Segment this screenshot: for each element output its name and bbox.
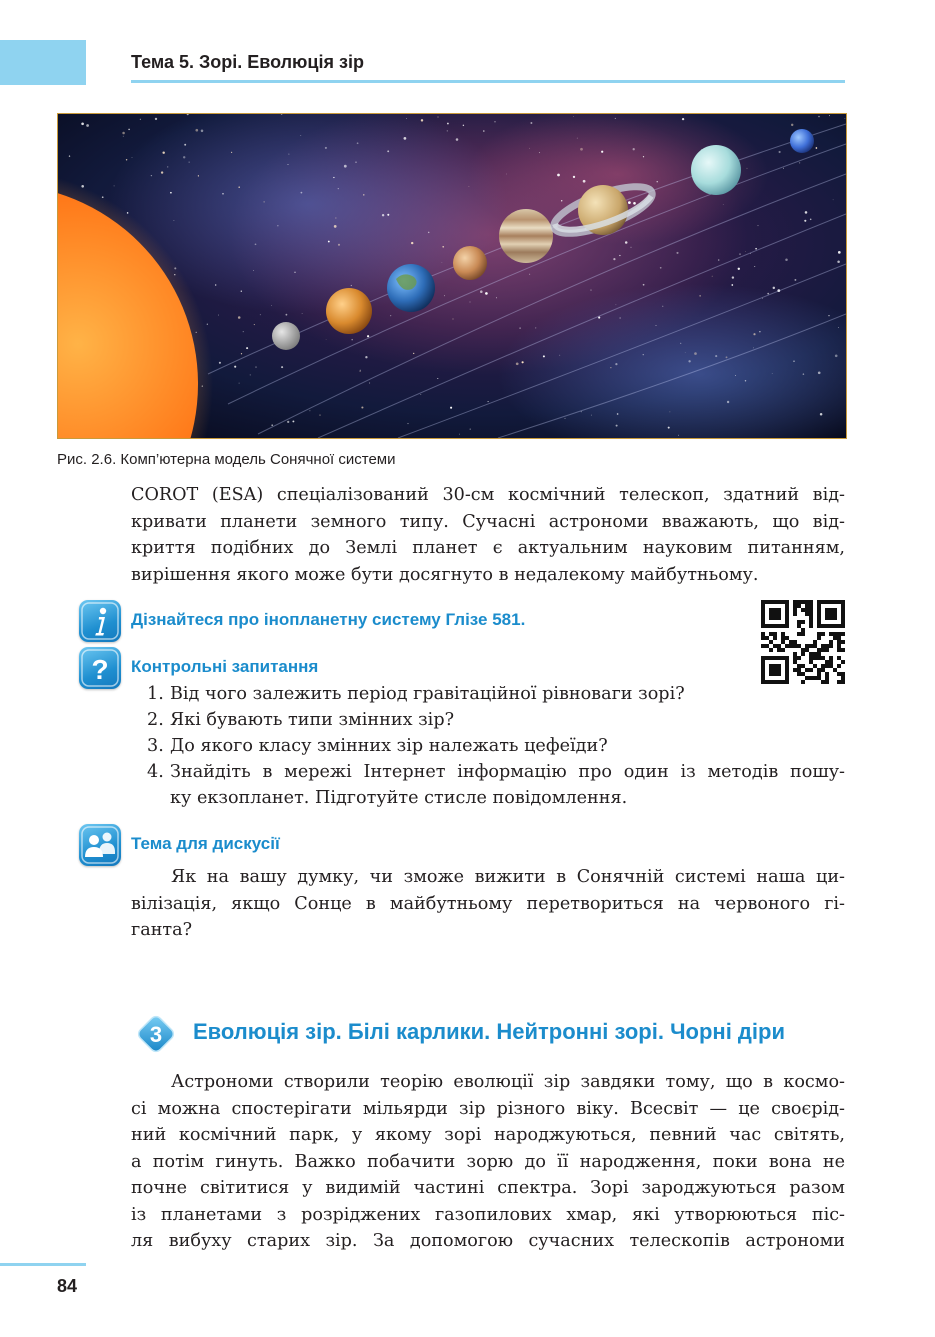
star xyxy=(254,324,255,325)
discussion-heading: Тема для дискусії xyxy=(131,834,280,853)
paragraph-line: а потім гинуть. Важко побачити зорю до її народження, поки вона не xyxy=(131,1151,845,1172)
star xyxy=(123,136,124,137)
qr-code[interactable] xyxy=(761,600,845,684)
star xyxy=(390,315,391,316)
header-accent-block xyxy=(0,40,86,85)
mars xyxy=(453,246,487,280)
header-rule xyxy=(131,80,845,83)
star xyxy=(625,241,628,244)
star xyxy=(735,375,736,376)
star xyxy=(411,242,413,244)
star xyxy=(437,378,438,379)
star xyxy=(791,124,793,126)
star xyxy=(785,259,788,262)
star xyxy=(369,383,370,384)
questions-list xyxy=(147,681,845,811)
star xyxy=(463,125,464,126)
star xyxy=(818,116,820,118)
star xyxy=(731,284,733,286)
star xyxy=(413,353,414,354)
star xyxy=(250,374,251,375)
star xyxy=(718,259,720,261)
page-header-title: Тема 5. Зорі. Еволюція зір xyxy=(131,52,364,72)
star xyxy=(557,174,560,177)
star xyxy=(591,415,592,416)
star xyxy=(828,315,829,316)
star xyxy=(678,435,679,436)
star xyxy=(428,232,430,234)
star xyxy=(287,421,289,423)
star xyxy=(779,151,781,153)
star xyxy=(126,159,127,160)
star xyxy=(86,124,89,127)
star xyxy=(387,150,389,152)
star xyxy=(494,121,495,122)
star xyxy=(682,118,684,120)
star xyxy=(643,354,644,355)
star xyxy=(367,335,369,337)
star xyxy=(483,130,485,132)
question-icon xyxy=(79,647,121,689)
star xyxy=(712,276,713,277)
star xyxy=(264,201,265,202)
star xyxy=(271,305,272,306)
paragraph-line: почне світитися у видимій частині спектра. Зорі зароджуються разом xyxy=(131,1178,845,1198)
info-link-text[interactable]: Дізнайтеся про інопланетну систему Глізе 581. xyxy=(131,610,526,629)
star xyxy=(539,152,540,153)
star xyxy=(253,270,254,271)
star xyxy=(442,246,444,248)
star xyxy=(404,137,407,140)
star xyxy=(151,175,152,176)
star xyxy=(292,420,294,422)
star xyxy=(122,132,125,135)
list-item-line: Знайдіть в мережі Інтернет інформацію про один із методів пошу- xyxy=(170,762,845,782)
star xyxy=(656,325,657,326)
star xyxy=(450,407,452,409)
star xyxy=(753,333,755,335)
star xyxy=(288,164,289,165)
star xyxy=(643,284,645,286)
star xyxy=(577,138,578,139)
star xyxy=(754,266,755,267)
star xyxy=(799,162,800,163)
star xyxy=(668,427,670,429)
star xyxy=(573,116,574,117)
star xyxy=(241,353,242,354)
star xyxy=(496,297,497,298)
page-number: 84 xyxy=(57,1276,78,1296)
star xyxy=(738,268,740,270)
star xyxy=(773,287,775,289)
paragraph-line: із планетами з розріджених газопилових хмар, які утворюються піс- xyxy=(131,1204,845,1225)
star xyxy=(660,267,662,269)
jupiter xyxy=(499,209,553,263)
star xyxy=(835,354,838,357)
star xyxy=(727,401,729,403)
star xyxy=(361,406,363,408)
star xyxy=(338,188,339,189)
star xyxy=(444,295,445,296)
star xyxy=(335,218,336,219)
star xyxy=(715,355,717,357)
star xyxy=(338,244,340,246)
star xyxy=(837,261,840,264)
star xyxy=(793,361,794,362)
star xyxy=(732,276,734,278)
star xyxy=(745,251,746,252)
star xyxy=(468,186,469,187)
star xyxy=(670,412,671,413)
star xyxy=(447,123,449,125)
star xyxy=(535,327,536,328)
star xyxy=(255,367,256,368)
star xyxy=(114,185,115,186)
star xyxy=(739,253,740,254)
star xyxy=(442,262,443,263)
info-icon xyxy=(79,600,121,642)
star xyxy=(772,373,773,374)
star xyxy=(630,247,631,248)
section-number: 3 xyxy=(149,1022,163,1047)
star xyxy=(453,319,454,320)
star xyxy=(344,165,347,168)
star xyxy=(833,199,834,200)
star xyxy=(783,168,784,169)
star xyxy=(838,251,841,254)
star xyxy=(360,371,361,372)
list-item-text: Від чого залежить період гравітаційної рівноваги зорі? xyxy=(170,684,685,704)
star xyxy=(406,118,407,119)
star xyxy=(128,129,130,131)
star xyxy=(69,155,70,156)
venus xyxy=(326,288,372,334)
star xyxy=(333,177,334,178)
star xyxy=(351,285,352,286)
star xyxy=(601,151,603,153)
star xyxy=(184,144,186,146)
star xyxy=(818,371,821,374)
star xyxy=(219,362,221,364)
star xyxy=(480,290,483,293)
star xyxy=(615,363,617,365)
discussion-icon xyxy=(79,824,121,866)
star xyxy=(351,339,353,341)
star xyxy=(757,225,758,226)
star xyxy=(215,284,216,285)
star xyxy=(810,219,812,221)
star xyxy=(195,129,198,132)
star xyxy=(616,425,618,427)
star xyxy=(328,241,330,243)
section-paragraph xyxy=(131,1069,845,1255)
star xyxy=(189,162,190,163)
list-item xyxy=(147,707,845,733)
star xyxy=(155,118,157,120)
solar-system-figure xyxy=(57,113,847,439)
svg-text:?: ? xyxy=(91,654,109,685)
star xyxy=(699,295,700,296)
star xyxy=(243,331,244,332)
paragraph-line: Як на вашу думку, чи зможе вижити в Сонячній системі наша ци- xyxy=(171,867,845,887)
star xyxy=(767,293,769,295)
star xyxy=(326,339,327,340)
star xyxy=(522,361,524,363)
star xyxy=(838,327,839,328)
list-item-text: До якого класу змінних зір належать цефеїди? xyxy=(170,736,608,756)
list-item-number: 1. xyxy=(147,684,164,704)
star xyxy=(559,355,560,356)
star xyxy=(628,201,631,204)
uranus xyxy=(691,145,741,195)
star xyxy=(277,225,278,226)
list-item-text: Які бувають типи змінних зір? xyxy=(170,710,455,730)
star xyxy=(747,168,748,169)
star xyxy=(485,292,488,295)
star xyxy=(132,157,133,158)
star xyxy=(829,115,830,116)
star xyxy=(610,367,611,368)
star xyxy=(239,383,240,384)
star xyxy=(845,118,846,119)
star xyxy=(753,348,754,349)
star xyxy=(302,313,303,314)
star xyxy=(723,204,724,205)
discussion-paragraph xyxy=(131,864,845,944)
star xyxy=(459,434,460,435)
star xyxy=(745,380,746,381)
paragraph-line: ганта? xyxy=(131,920,193,940)
star xyxy=(529,274,530,275)
star xyxy=(488,401,489,402)
star xyxy=(407,423,408,424)
star xyxy=(530,122,532,124)
star xyxy=(633,148,635,150)
star xyxy=(365,356,367,358)
star xyxy=(759,331,760,332)
star xyxy=(506,174,507,175)
star xyxy=(162,151,164,153)
star xyxy=(456,138,459,141)
star xyxy=(657,181,658,182)
star xyxy=(590,290,591,291)
star xyxy=(281,366,283,368)
star xyxy=(583,180,586,183)
star xyxy=(619,255,620,256)
list-item xyxy=(147,759,845,811)
star xyxy=(382,214,384,216)
star xyxy=(360,370,361,371)
star xyxy=(170,192,172,194)
star xyxy=(685,352,686,353)
star xyxy=(633,202,636,205)
star xyxy=(803,373,805,375)
star xyxy=(173,220,174,221)
intro-paragraph xyxy=(131,482,845,588)
star xyxy=(286,314,288,316)
star xyxy=(357,142,359,144)
list-item xyxy=(147,733,845,759)
star xyxy=(470,428,471,429)
star xyxy=(561,200,562,201)
star xyxy=(238,316,241,319)
star xyxy=(355,162,356,163)
star xyxy=(617,413,619,415)
star xyxy=(516,362,519,365)
list-item-number: 4. xyxy=(147,762,164,782)
list-item-line: ку екзопланет. Підготуйте стисле повідомлення. xyxy=(170,788,628,808)
star xyxy=(816,147,818,149)
star xyxy=(241,291,242,292)
footer-rule xyxy=(0,1263,86,1266)
list-item-number: 2. xyxy=(147,710,164,730)
star xyxy=(565,418,566,419)
star xyxy=(662,306,663,307)
star xyxy=(161,171,163,173)
star xyxy=(726,356,728,358)
star xyxy=(140,119,141,120)
star xyxy=(222,193,224,195)
star xyxy=(81,122,84,125)
star xyxy=(616,304,617,305)
star xyxy=(447,130,448,131)
star xyxy=(805,211,808,214)
star xyxy=(294,272,295,273)
star xyxy=(820,413,823,416)
star xyxy=(688,360,690,362)
star xyxy=(613,258,615,260)
star xyxy=(183,156,185,158)
list-item-text xyxy=(170,759,845,811)
star xyxy=(271,424,273,426)
star xyxy=(676,252,678,254)
star xyxy=(246,347,248,349)
neptune xyxy=(790,129,814,153)
paragraph-line: ля вибуху старих зір. За допомогою сучасних телескопів астрономи xyxy=(131,1231,845,1251)
star xyxy=(620,317,621,318)
star xyxy=(387,214,389,216)
star xyxy=(755,248,757,250)
star xyxy=(529,148,530,149)
star xyxy=(421,119,423,121)
section-number-badge xyxy=(133,1011,179,1057)
star xyxy=(301,192,303,194)
star xyxy=(300,135,301,136)
paragraph-line: вирішення якого може бути досягнуто в недалекому майбутньому. xyxy=(131,564,759,585)
paragraph-line: криття подібних до Землі планет є актуальним науковим питанням, xyxy=(131,538,845,558)
star xyxy=(694,352,697,355)
star xyxy=(581,411,582,412)
paragraph-line: кривати планети земного типу. Сучасні астрономи вважають, що від- xyxy=(131,511,845,532)
star xyxy=(420,394,421,395)
star xyxy=(255,243,257,245)
star xyxy=(201,130,204,133)
paragraph-line: COROT (ESA) спеціалізований 30-см космічний телескоп, здатний від- xyxy=(131,485,845,505)
star xyxy=(363,194,364,195)
paragraph-line: ний космічний парк, у якому зорі народжуються, певний час світять, xyxy=(131,1125,845,1145)
paragraph-line: сі можна спостерігати мільярди зір різного віку. Всесвіт — це своєрід- xyxy=(131,1098,845,1119)
star xyxy=(334,225,337,228)
star xyxy=(309,410,310,411)
list-item-number: 3. xyxy=(147,736,164,756)
star xyxy=(580,148,583,151)
solar-system-illustration xyxy=(58,114,846,438)
figure-caption: Рис. 2.6. Комп’ютерна модель Сонячної системи xyxy=(57,451,396,468)
star xyxy=(470,302,471,303)
star xyxy=(543,355,545,357)
questions-heading: Контрольні запитання xyxy=(131,657,319,676)
star xyxy=(615,118,616,119)
star xyxy=(325,147,327,149)
star xyxy=(573,176,575,178)
section-title: Еволюція зір. Білі карлики. Нейтронні зорі. Чорні діри xyxy=(193,1019,785,1044)
star xyxy=(288,154,289,155)
star xyxy=(794,279,796,281)
paragraph-line: вілізація, якщо Сонце в майбутньому перетвориться на червоного гі- xyxy=(131,893,845,914)
mercury xyxy=(272,322,300,350)
star xyxy=(260,314,261,315)
star xyxy=(238,186,240,188)
star xyxy=(319,414,320,415)
star xyxy=(207,324,208,325)
star xyxy=(231,152,232,153)
paragraph-line: Астрономи створили теорію еволюції зір завдяки тому, що в космо- xyxy=(171,1072,845,1092)
star xyxy=(519,327,521,329)
star xyxy=(167,166,168,167)
list-item xyxy=(147,681,845,707)
star xyxy=(234,366,236,368)
star xyxy=(438,117,439,118)
star xyxy=(218,315,219,316)
star xyxy=(198,175,199,176)
star xyxy=(680,343,681,344)
star xyxy=(643,156,644,157)
star xyxy=(804,220,806,222)
